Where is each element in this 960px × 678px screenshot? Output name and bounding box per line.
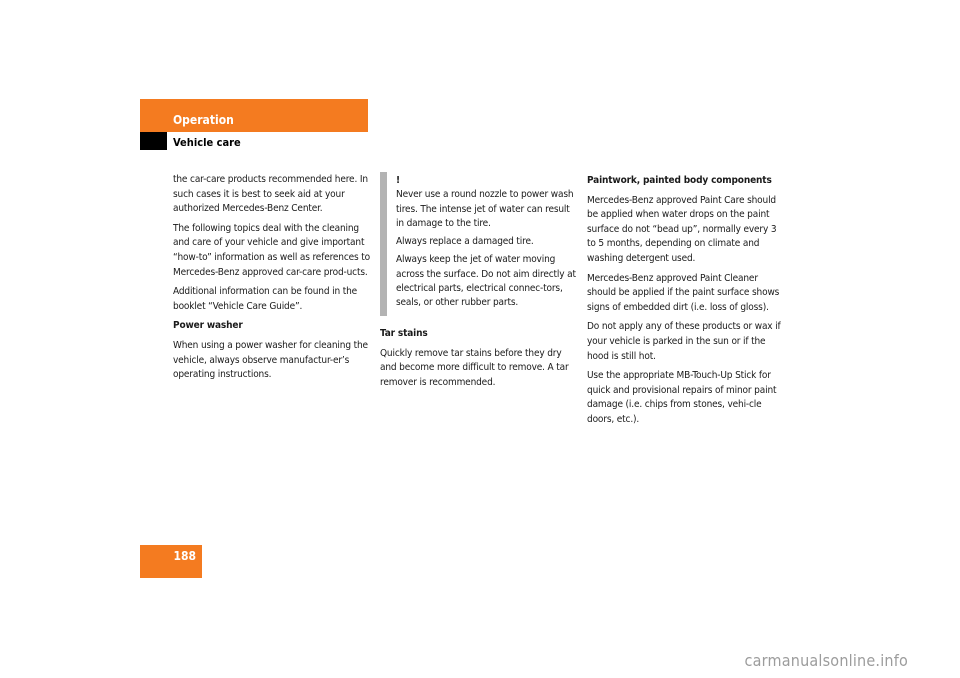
heading-tar-stains: Tar stains xyxy=(380,328,428,339)
section-marker xyxy=(140,132,167,150)
page-number-box xyxy=(140,545,202,578)
column-3 xyxy=(587,174,787,433)
paragraph: Do not apply any of these products or wax if your vehicle is parked in the sun or if the hood is still hot. xyxy=(587,321,781,362)
warning-icon: ! xyxy=(396,175,400,186)
column-2 xyxy=(380,327,580,395)
paragraph: The following topics deal with the cleaning and care of your vehicle and give important “how-to” information as well as references to Mercedes-Benz approved car-care prod-ucts. xyxy=(173,222,371,278)
page-number: 188 xyxy=(173,549,196,563)
paragraph: Mercedes-Benz approved Paint Cleaner should be applied if the paint surface shows signs of embedded dirt (i.e. loss of gloss). xyxy=(587,272,780,313)
subsection-title: Vehicle care xyxy=(173,136,241,149)
warning-text: Always keep the jet of water moving across the surface. Do not aim directly at electrical parts, electrical connec-tors, seals, or other rubber parts. xyxy=(396,254,576,309)
paragraph: When using a power washer for cleaning the vehicle, always observe manufactur-er’s operating instructions. xyxy=(173,339,368,381)
paragraph: Quickly remove tar stains before they dry and become more difficult to remove. A tar remover is recommended. xyxy=(380,347,569,388)
watermark: carmanualsonline.info xyxy=(744,651,908,670)
column-1 xyxy=(173,173,373,388)
section-title: Operation xyxy=(173,113,234,127)
warning-bar xyxy=(380,172,387,316)
heading-power-washer: Power washer xyxy=(173,320,243,332)
warning-box xyxy=(396,174,576,315)
paragraph: Additional information can be found in the booklet “Vehicle Care Guide”. xyxy=(173,286,358,312)
warning-text: Always replace a damaged tire. xyxy=(396,236,534,248)
paragraph: the car-care products recommended here. In such cases it is best to seek aid at your authorized Mercedes-Benz Center. xyxy=(173,174,368,215)
heading-paintwork: Paintwork, painted body components xyxy=(587,175,772,186)
paragraph: Use the appropriate MB-Touch-Up Stick for quick and provisional repairs of minor paint damage (i.e. chips from stones, vehi-cle doors, etc.). xyxy=(587,370,777,425)
paragraph: Mercedes-Benz approved Paint Care should be applied when water drops on the paint surface do not “bead up”, normally every 3 to 5 months, depending on climate and washing detergent used. xyxy=(587,194,777,264)
warning-text: Never use a round nozzle to power wash tires. The intense jet of water can result in damage to the tire. xyxy=(396,189,574,229)
